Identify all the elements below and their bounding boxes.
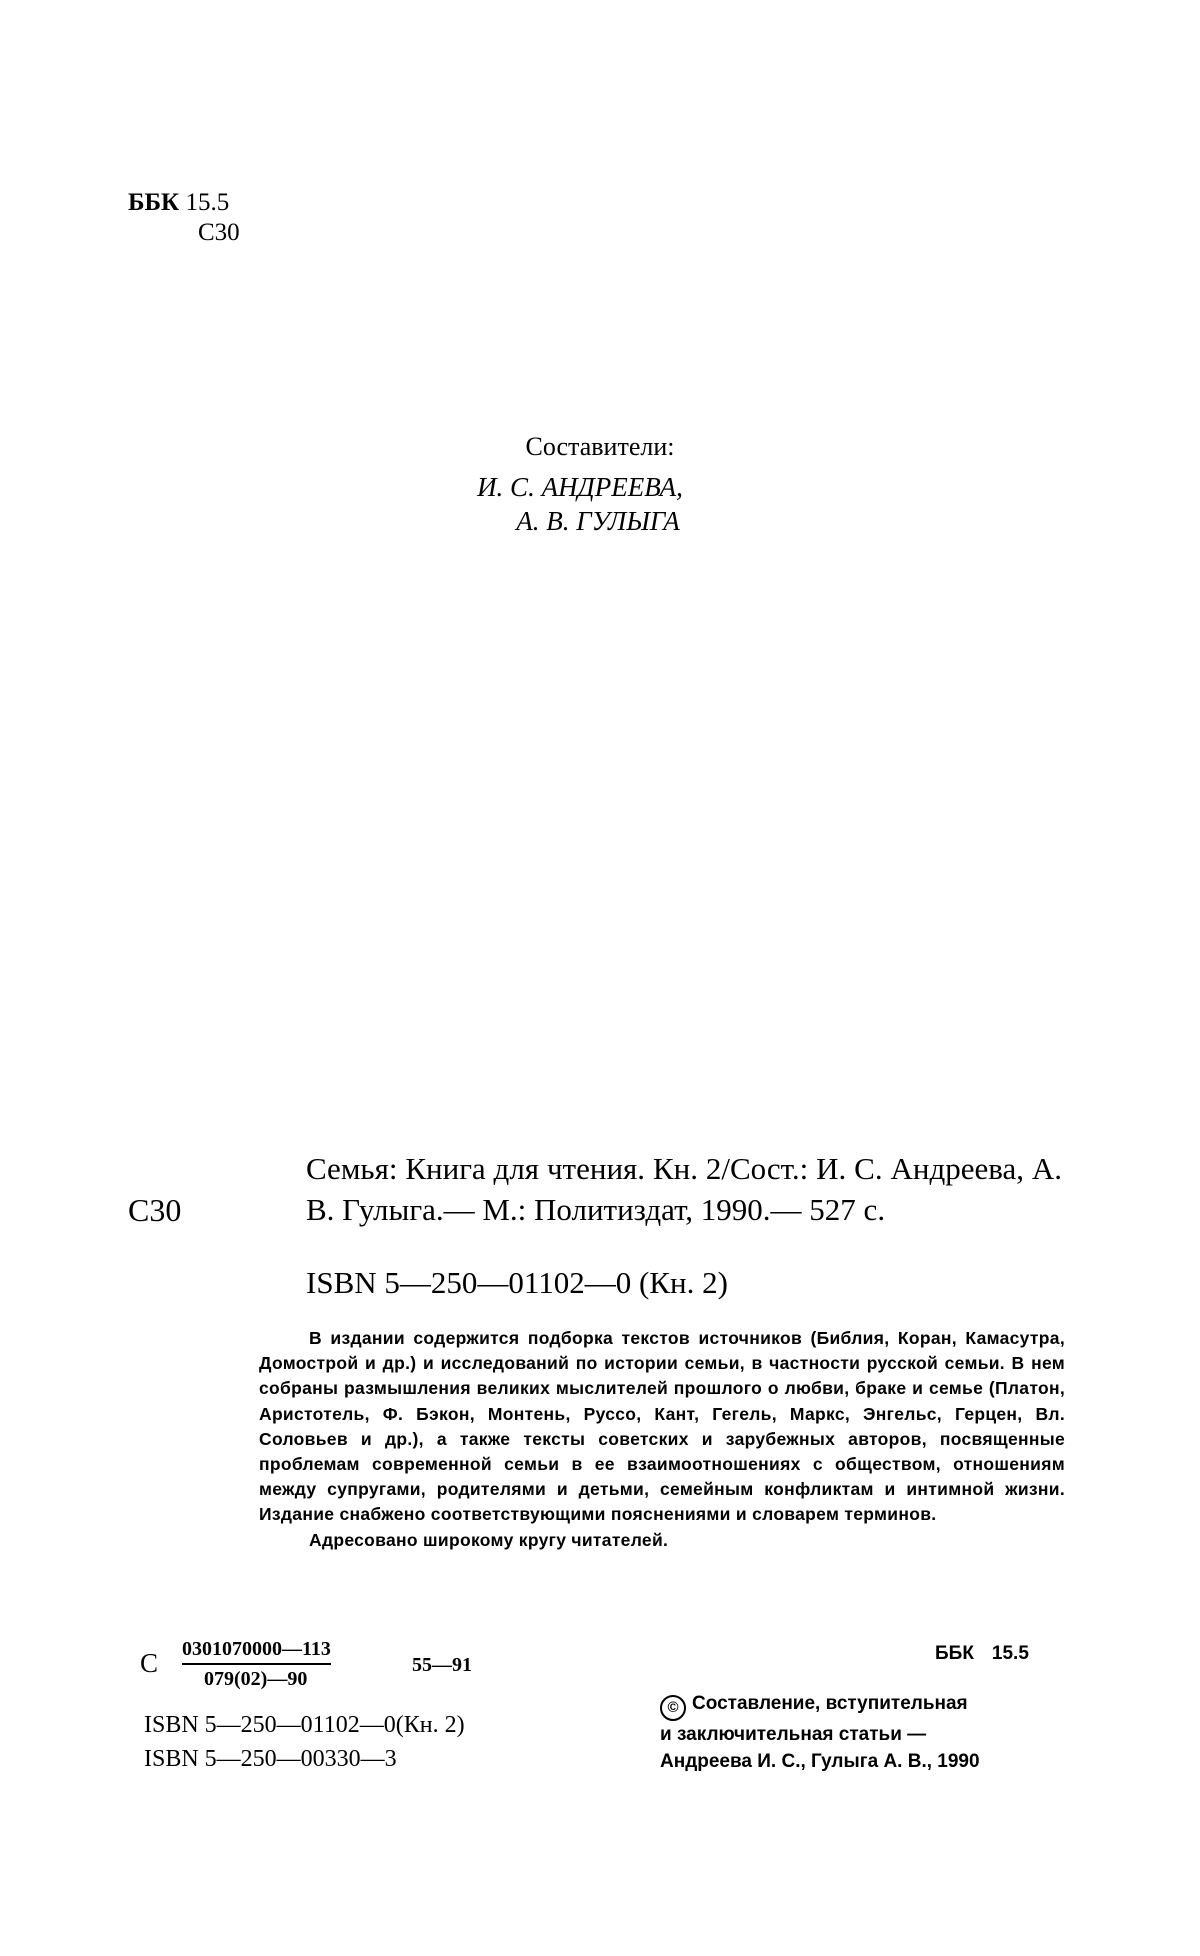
isbn-main: ISBN 5—250—01102—0 (Кн. 2) xyxy=(306,1265,728,1300)
index-numerator: 0301070000—113 xyxy=(182,1638,331,1665)
isbn-item: ISBN 5—250—01102—0(Кн. 2) xyxy=(144,1712,465,1738)
bbk-label: ББК xyxy=(128,189,180,216)
annotation-paragraph: В издании содержится подборка текстов источников (Библия, Коран, Камасутра, Домострой и др.) и исследований по истории семьи, в частности русской семьи. В нем собраны размышления великих мыслителей прошлого о любви, браке и семье (Платон, Аристотель, Ф. Бэкон, Монтень, Руссо, Кант, Гегель, Маркс, Энгельс, Герцен, Вл. Соловьев и др.), а также тексты советских и зарубежных авторов, посвященные проблемам современной семьи в ее взаимоотношениях с обществом, отношениям между супругами, родителями и детьми, семейным конфликтам и интимной жизни. Издание снабжено соответствующими пояснениями и словарем терминов. xyxy=(259,1328,1065,1525)
index-tail: 55—91 xyxy=(412,1654,472,1676)
copyright-line: © Составление, вступительная xyxy=(660,1690,1080,1721)
index-denominator: 079(02)—90 xyxy=(204,1668,308,1690)
bottom-bbk-label: ББК xyxy=(935,1643,974,1664)
isbn-item: ISBN 5—250—00330—3 xyxy=(144,1746,397,1772)
bottom-bbk-classification xyxy=(935,1643,1029,1665)
copyright-line: Андреева И. С., Гулыга А. В., 1990 xyxy=(660,1751,980,1772)
compiler-name-2: А. В. ГУЛЫГА xyxy=(516,506,680,536)
top-bbk-classification xyxy=(128,188,240,246)
copyright-icon: © xyxy=(660,1695,686,1721)
bibliographic-description xyxy=(306,1148,1062,1230)
author-mark-top: С30 xyxy=(198,219,240,246)
author-mark: С30 xyxy=(128,1192,182,1228)
annotation xyxy=(259,1326,1065,1553)
copyright-notice xyxy=(660,1690,1080,1775)
isbn-list xyxy=(144,1708,465,1776)
annotation-audience: Адресовано широкому кругу читателей. xyxy=(309,1529,669,1550)
compilers-label: Составители: xyxy=(525,432,675,461)
book-title: Семья: xyxy=(306,1151,398,1186)
compiler-name-1: И. С. АНДРЕЕВА, xyxy=(477,472,683,502)
copyright-line: и заключительная статьи — xyxy=(660,1724,927,1745)
bbk-code: 15.5 xyxy=(185,189,230,216)
bottom-bbk-code: 15.5 xyxy=(991,1643,1029,1664)
index-letter: С xyxy=(140,1648,159,1678)
compilers-names xyxy=(0,470,1200,538)
book-description: Книга для чтения. Кн. 2/Сост.: И. С. Андреева, А. В. Гулыга.— М.: Политиздат, 1990.— 527 с. xyxy=(306,1151,1062,1227)
